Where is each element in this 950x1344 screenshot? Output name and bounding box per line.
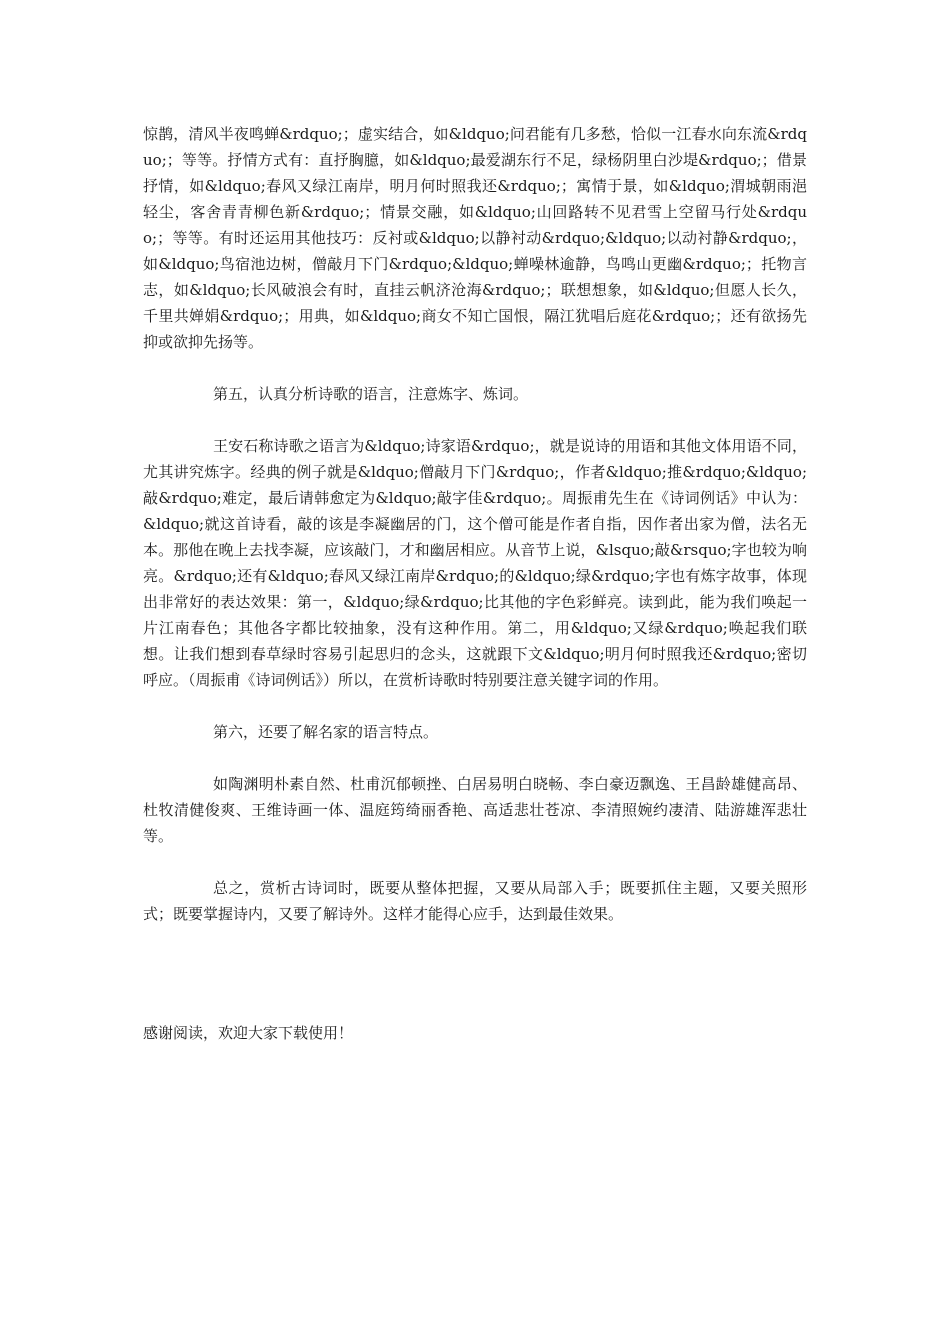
heading-point-five: 第五，认真分析诗歌的语言，注意炼字、炼词。 xyxy=(213,385,529,403)
heading-point-six: 第六，还要了解名家的语言特点。 xyxy=(213,723,439,741)
paragraph-word-refining: 王安石称诗歌之语言为&ldquo;诗家语&rdquo;，就是说诗的用语和其他文体用语不同，尤其讲究炼字。经典的例子就是&ldquo;僧敲月下门&rdquo;，作者&ldquo;推&rdquo;&ldquo;敲&rdquo;难定，最后请韩愈定为&ldquo;敲字佳&rdquo;。周振甫先生在《诗词例话》中认为：&ldquo;就这首诗看，敲的该是李凝幽居的门，这个僧可能是作者自指，因作者出家为僧，法名无本。那他在晚上去找李凝，应该敲门，才和幽居相应。从音节上说，&lsquo;敲&rsquo;字也较为响亮。&rdquo;还有&ldquo;春风又绿江南岸&rdquo;的&ldquo;绿&rdquo;字也有炼字故事，体现出非常好的表达效果：第一，&ldquo;绿&rdquo;比其他的字色彩鲜亮。读到此，能为我们唤起一片江南春色；其他各字都比较抽象，没有这种作用。第二，用&ldquo;又绿&rdquo;唤起我们联想。让我们想到春草绿时容易引起思归的念头，这就跟下文&ldquo;明月何时照我还&rdquo;密切呼应。（周振甫《诗词例话》）所以，在赏析诗歌时特别要注意关键字词的作用。 xyxy=(143,437,807,689)
document-body xyxy=(143,121,807,927)
closing-note: 感谢阅读，欢迎大家下载使用！ xyxy=(143,1024,354,1042)
paragraph-techniques: 惊鹊，清风半夜鸣蝉&rdquo;；虚实结合，如&ldquo;问君能有几多愁，恰似一江春水向东流&rdquo;；等等。抒情方式有：直抒胸臆，如&ldquo;最爱湖东行不足，绿杨阴里白沙堤&rdquo;；借景抒情，如&ldquo;春风又绿江南岸，明月何时照我还&rdquo;；寓情于景，如&ldquo;渭城朝雨浥轻尘，客舍青青柳色新&rdquo;；情景交融，如&ldquo;山回路转不见君雪上空留马行处&rdquo;；等等。有时还运用其他技巧：反衬或&ldquo;以静衬动&rdquo;&ldquo;以动衬静&rdquo;，如&ldquo;鸟宿池边树，僧敲月下门&rdquo;&ldquo;蝉噪林逾静，鸟鸣山更幽&rdquo;；托物言志，如&ldquo;长风破浪会有时，直挂云帆济沧海&rdquo;；联想想象，如&ldquo;但愿人长久，千里共婵娟&rdquo;；用典，如&ldquo;商女不知亡国恨，隔江犹唱后庭花&rdquo;；还有欲扬先抑或欲抑先扬等。 xyxy=(143,125,807,351)
paragraph-summary: 总之，赏析古诗词时，既要从整体把握，又要从局部入手；既要抓住主题，又要关照形式；既要掌握诗内，又要了解诗外。这样才能得心应手，达到最佳效果。 xyxy=(143,879,807,923)
paragraph-poet-styles: 如陶渊明朴素自然、杜甫沉郁顿挫、白居易明白晓畅、李白豪迈飘逸、王昌龄雄健高昂、杜牧清健俊爽、王维诗画一体、温庭筠绮丽香艳、高适悲壮苍凉、李清照婉约凄清、陆游雄浑悲壮等。 xyxy=(143,775,807,845)
